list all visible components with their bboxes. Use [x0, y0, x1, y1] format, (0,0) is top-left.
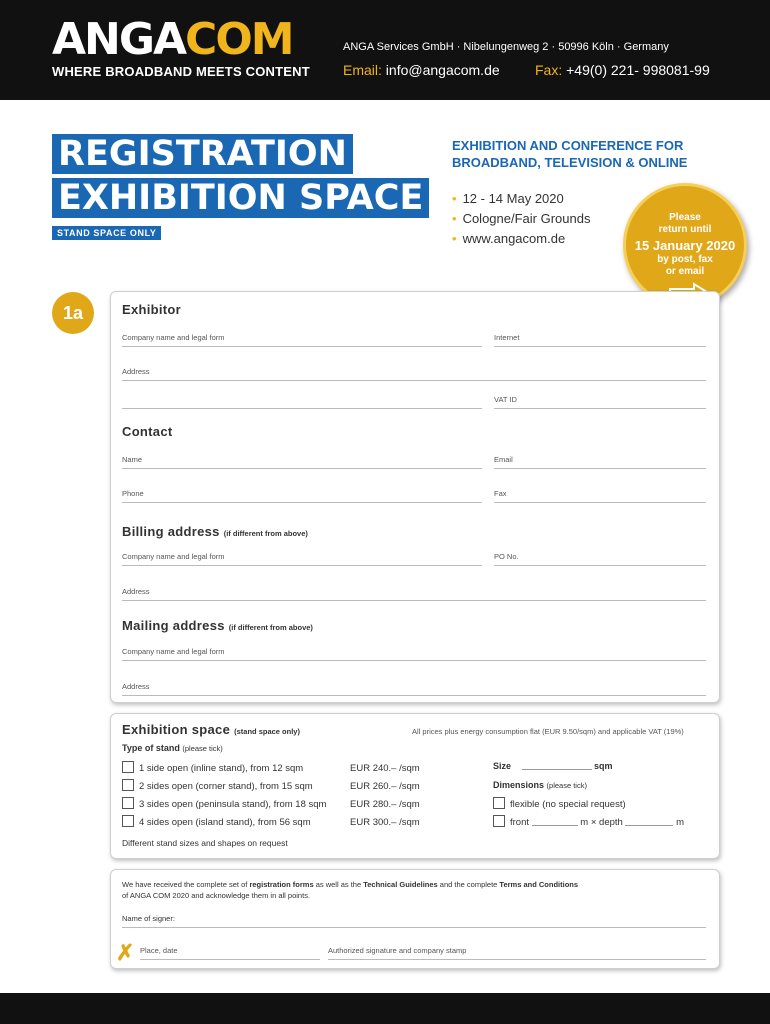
authorized-signature-field[interactable]: Authorized signature and company stamp — [328, 946, 706, 960]
price-island: EUR 300.– /sqm — [350, 817, 420, 828]
billing-heading: Billing address (if different from above) — [122, 524, 308, 539]
dimension-flexible-option[interactable]: flexible (no special request) — [493, 797, 626, 810]
mailing-address-field[interactable]: Address — [122, 682, 706, 696]
dimensions-label: Dimensions (please tick) — [493, 780, 587, 790]
mailing-heading: Mailing address (if different from above) — [122, 618, 313, 633]
place-date-field[interactable]: Place, date — [140, 946, 320, 960]
checkbox[interactable] — [122, 761, 134, 773]
exhibitor-company-field[interactable]: Company name and legal form — [122, 333, 482, 347]
front-input[interactable] — [532, 825, 578, 826]
checkbox[interactable] — [122, 815, 134, 827]
tagline: WHERE BROADBAND MEETS CONTENT — [52, 64, 310, 79]
contact-fax: Fax: +49(0) 221- 998081-99 — [535, 62, 710, 78]
exhibitor-address-line2[interactable] — [122, 395, 482, 409]
stand-option-peninsula[interactable]: 3 sides open (peninsula stand), from 18 sqm — [122, 797, 326, 810]
event-info-list — [452, 189, 590, 249]
step-number: 1a — [52, 292, 94, 334]
exhibitor-address-field[interactable]: Address — [122, 367, 706, 381]
dimension-front-depth-option[interactable]: front m × depth m — [493, 815, 684, 828]
stand-option-island[interactable]: 4 sides open (island stand), from 56 sqm — [122, 815, 311, 828]
return-deadline-badge: Please return until 15 January 2020 by post, fax or email — [623, 183, 747, 307]
stand-space-tag: STAND SPACE ONLY — [52, 226, 161, 240]
size-field[interactable]: Size sqm — [493, 761, 613, 771]
contact-name-field[interactable]: Name — [122, 455, 482, 469]
stand-option-corner[interactable]: 2 sides open (corner stand), from 15 sqm — [122, 779, 313, 792]
sign-here-mark: ✗ — [116, 940, 135, 965]
event-subtitle: EXHIBITION AND CONFERENCE FOR BROADBAND, TELEVISION & ONLINE — [452, 138, 688, 170]
stand-option-inline[interactable]: 1 side open (inline stand), from 12 sqm — [122, 761, 303, 774]
event-location: • Cologne/Fair Grounds — [452, 209, 590, 229]
type-of-stand-label: Type of stand (please tick) — [122, 743, 223, 753]
company-address: ANGA Services GmbH · Nibelungenweg 2 · 50996 Köln · Germany — [343, 41, 669, 53]
title-line-2: EXHIBITION SPACE — [52, 178, 429, 218]
event-dates: • 12 - 14 May 2020 — [452, 189, 590, 209]
page-footer — [0, 993, 770, 1024]
price-peninsula: EUR 280.– /sqm — [350, 799, 420, 810]
exhibitor-heading: Exhibitor — [122, 302, 182, 317]
stand-footnote: Different stand sizes and shapes on request — [122, 838, 288, 848]
checkbox[interactable] — [493, 815, 505, 827]
event-website: • www.angacom.de — [452, 229, 590, 249]
billing-po-field[interactable]: PO No. — [494, 552, 706, 566]
contact-heading: Contact — [122, 424, 173, 439]
contact-fax-field[interactable]: Fax — [494, 489, 706, 503]
prices-note: All prices plus energy consumption flat (EUR 9.50/sqm) and applicable VAT (19%) — [412, 727, 684, 736]
checkbox[interactable] — [122, 779, 134, 791]
contact-email-field[interactable]: Email — [494, 455, 706, 469]
acknowledgement-text: We have received the complete set of registration forms as well as the Technical Guidelines and the complete Terms and Conditions of ANGA COM 2020 and acknowledge them in all points. — [122, 880, 579, 900]
title-line-1: REGISTRATION — [52, 134, 353, 174]
contact-email: Email: info@angacom.de — [343, 62, 500, 78]
checkbox[interactable] — [493, 797, 505, 809]
deadline-date: 15 January 2020 — [634, 238, 736, 253]
page-header — [0, 0, 770, 100]
signer-name-field[interactable]: Name of signer: — [122, 914, 706, 928]
space-heading: Exhibition space (stand space only) — [122, 722, 300, 737]
exhibitor-vat-field[interactable]: VAT ID — [494, 395, 706, 409]
contact-phone-field[interactable]: Phone — [122, 489, 482, 503]
billing-address-field[interactable]: Address — [122, 587, 706, 601]
exhibitor-internet-field[interactable]: Internet — [494, 333, 706, 347]
angacom-logo: ANGACOM — [52, 14, 293, 65]
price-inline: EUR 240.– /sqm — [350, 763, 420, 774]
checkbox[interactable] — [122, 797, 134, 809]
price-corner: EUR 260.– /sqm — [350, 781, 420, 792]
mailing-company-field[interactable]: Company name and legal form — [122, 647, 706, 661]
billing-company-field[interactable]: Company name and legal form — [122, 552, 482, 566]
depth-input[interactable] — [625, 825, 673, 826]
